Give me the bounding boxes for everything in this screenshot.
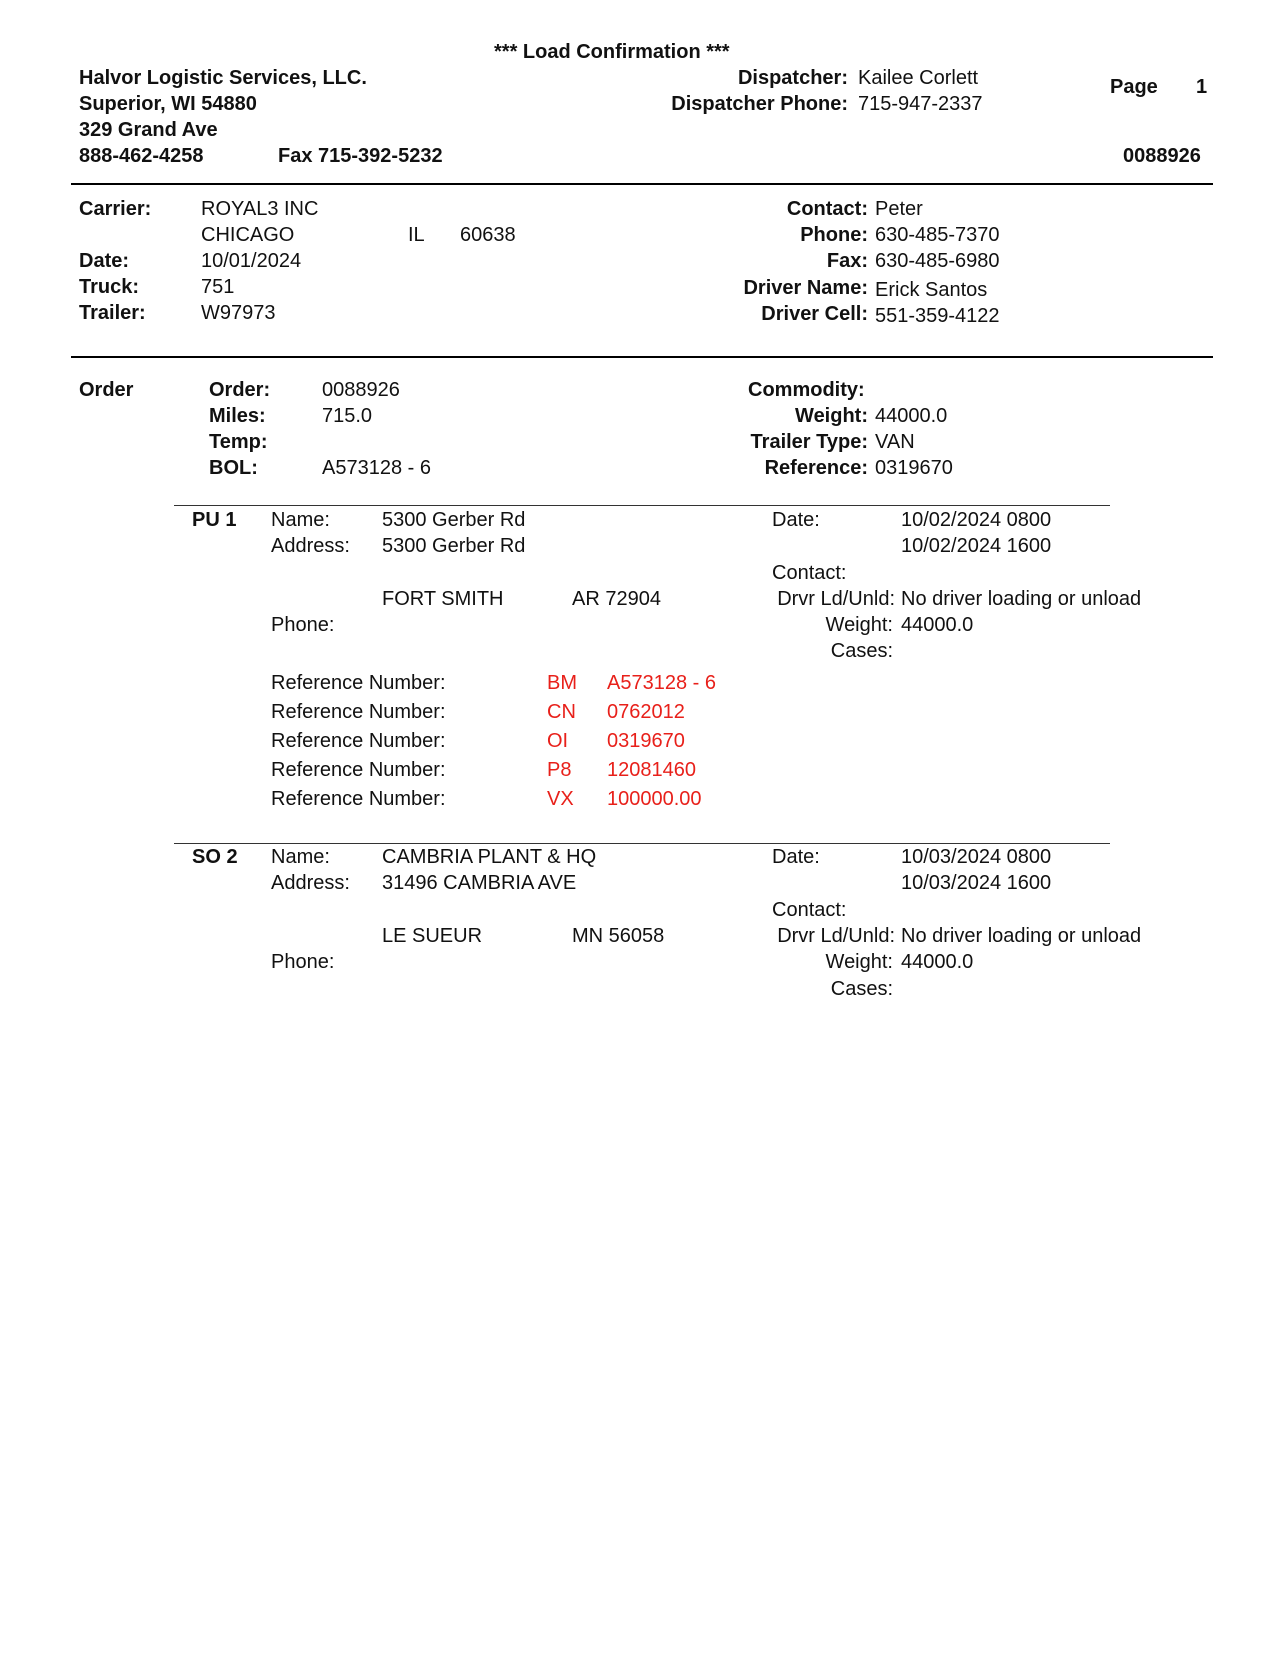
stop-divider: [174, 843, 1110, 844]
stop-weight: 44000.0: [901, 614, 974, 636]
reference-code: VX: [547, 788, 574, 810]
reference-label: Reference:: [764, 457, 868, 479]
stop-drvr: No driver loading or unload: [901, 925, 1142, 947]
stop-weight: 44000.0: [901, 951, 974, 973]
company-phone: 888-462-4258: [79, 145, 204, 167]
stop-date-start: 10/02/2024 0800: [901, 509, 1052, 531]
stop-phone-label: Phone:: [271, 614, 335, 636]
stop-tag: PU 1: [192, 509, 237, 531]
stop-weight-label: Weight:: [825, 614, 893, 636]
stop-drvr: No driver loading or unload: [901, 588, 1142, 610]
reference-value: 12081460: [607, 759, 696, 781]
reference-value: 0762012: [607, 701, 685, 723]
reference-value: 100000.00: [607, 788, 702, 810]
carrier-label: Carrier:: [79, 198, 152, 220]
dispatcher-phone: 715-947-2337: [858, 93, 983, 115]
order-section-label: Order: [79, 379, 134, 401]
stop-name: 5300 Gerber Rd: [382, 509, 526, 531]
date-label: Date:: [79, 250, 130, 272]
carrier-zip: 60638: [460, 224, 516, 246]
dispatcher-label: Dispatcher:: [737, 67, 848, 89]
trailer-number: W97973: [201, 302, 276, 324]
carrier-fax: 630-485-6980: [875, 250, 1000, 272]
order-weight-label: Weight:: [795, 405, 868, 427]
stop-city: FORT SMITH: [382, 588, 504, 610]
carrier-date: 10/01/2024: [201, 250, 302, 272]
truck-label: Truck:: [79, 276, 140, 298]
reference-code: P8: [547, 759, 572, 781]
stop-date-label: Date:: [772, 509, 820, 531]
temp-label: Temp:: [209, 431, 268, 453]
stop-weight-label: Weight:: [825, 951, 893, 973]
document-number: 0088926: [1123, 145, 1201, 167]
stop-name-label: Name:: [271, 509, 330, 531]
reference-code: BM: [547, 672, 577, 694]
trailer-label: Trailer:: [79, 302, 146, 324]
company-city: Superior, WI 54880: [79, 93, 257, 115]
dispatcher-name: Kailee Corlett: [858, 67, 979, 89]
carrier-phone: 630-485-7370: [875, 224, 1000, 246]
stop-address-label: Address:: [271, 535, 350, 557]
trailer-type: VAN: [875, 431, 915, 453]
reference-number-label: Reference Number:: [271, 788, 446, 810]
stop-contact-label: Contact:: [772, 899, 847, 921]
page-number: 1: [1196, 76, 1208, 98]
dispatcher-phone-label: Dispatcher Phone:: [671, 93, 848, 115]
driver-name-label: Driver Name:: [743, 277, 868, 299]
stop-address: 5300 Gerber Rd: [382, 535, 526, 557]
header-divider: [71, 183, 1213, 185]
carrier-divider: [71, 356, 1213, 358]
order-label: Order:: [209, 379, 271, 401]
driver-cell-label: Driver Cell:: [761, 303, 868, 325]
stop-phone-label: Phone:: [271, 951, 335, 973]
stop-date-end: 10/02/2024 1600: [901, 535, 1052, 557]
stop-state-zip: MN 56058: [572, 925, 665, 947]
reference-value: A573128 - 6: [607, 672, 716, 694]
stop-city: LE SUEUR: [382, 925, 483, 947]
miles-label: Miles:: [209, 405, 266, 427]
stop-address: 31496 CAMBRIA AVE: [382, 872, 577, 894]
carrier-phone-label: Phone:: [800, 224, 868, 246]
document-title: *** Load Confirmation ***: [494, 41, 730, 63]
bol-label: BOL:: [209, 457, 258, 479]
trailer-type-label: Trailer Type:: [750, 431, 868, 453]
reference-value: 0319670: [607, 730, 685, 752]
carrier-contact: Peter: [875, 198, 923, 220]
order-number: 0088926: [322, 379, 400, 401]
driver-name: Erick Santos: [875, 279, 988, 301]
stop-divider: [174, 505, 1110, 506]
stop-date-end: 10/03/2024 1600: [901, 872, 1052, 894]
carrier-fax-label: Fax:: [826, 250, 868, 272]
order-weight: 44000.0: [875, 405, 948, 427]
stop-contact-label: Contact:: [772, 562, 847, 584]
stop-date-start: 10/03/2024 0800: [901, 846, 1052, 868]
stop-drvr-label: Drvr Ld/Unld:: [777, 925, 895, 947]
reference-number-label: Reference Number:: [271, 730, 446, 752]
contact-label: Contact:: [786, 198, 868, 220]
commodity-label: Commodity:: [748, 379, 865, 401]
stop-name-label: Name:: [271, 846, 330, 868]
company-street: 329 Grand Ave: [79, 119, 218, 141]
truck-number: 751: [201, 276, 235, 298]
stop-cases-label: Cases:: [830, 978, 893, 1000]
company-name: Halvor Logistic Services, LLC.: [79, 67, 367, 89]
reference-number-label: Reference Number:: [271, 759, 446, 781]
carrier-name: ROYAL3 INC: [201, 198, 319, 220]
driver-cell: 551-359-4122: [875, 305, 1000, 327]
reference-number-label: Reference Number:: [271, 672, 446, 694]
carrier-city: CHICAGO: [201, 224, 295, 246]
stop-state-zip: AR 72904: [572, 588, 661, 610]
order-miles: 715.0: [322, 405, 373, 427]
carrier-state: IL: [408, 224, 425, 246]
stop-date-label: Date:: [772, 846, 820, 868]
reference-code: OI: [547, 730, 569, 752]
stop-drvr-label: Drvr Ld/Unld:: [777, 588, 895, 610]
order-reference: 0319670: [875, 457, 953, 479]
stop-cases-label: Cases:: [830, 640, 893, 662]
stop-address-label: Address:: [271, 872, 350, 894]
page-label: Page: [1110, 76, 1158, 98]
reference-number-label: Reference Number:: [271, 701, 446, 723]
order-bol: A573128 - 6: [322, 457, 431, 479]
reference-code: CN: [547, 701, 576, 723]
company-fax: Fax 715-392-5232: [278, 145, 443, 167]
stop-tag: SO 2: [192, 846, 238, 868]
stop-name: CAMBRIA PLANT & HQ: [382, 846, 597, 868]
